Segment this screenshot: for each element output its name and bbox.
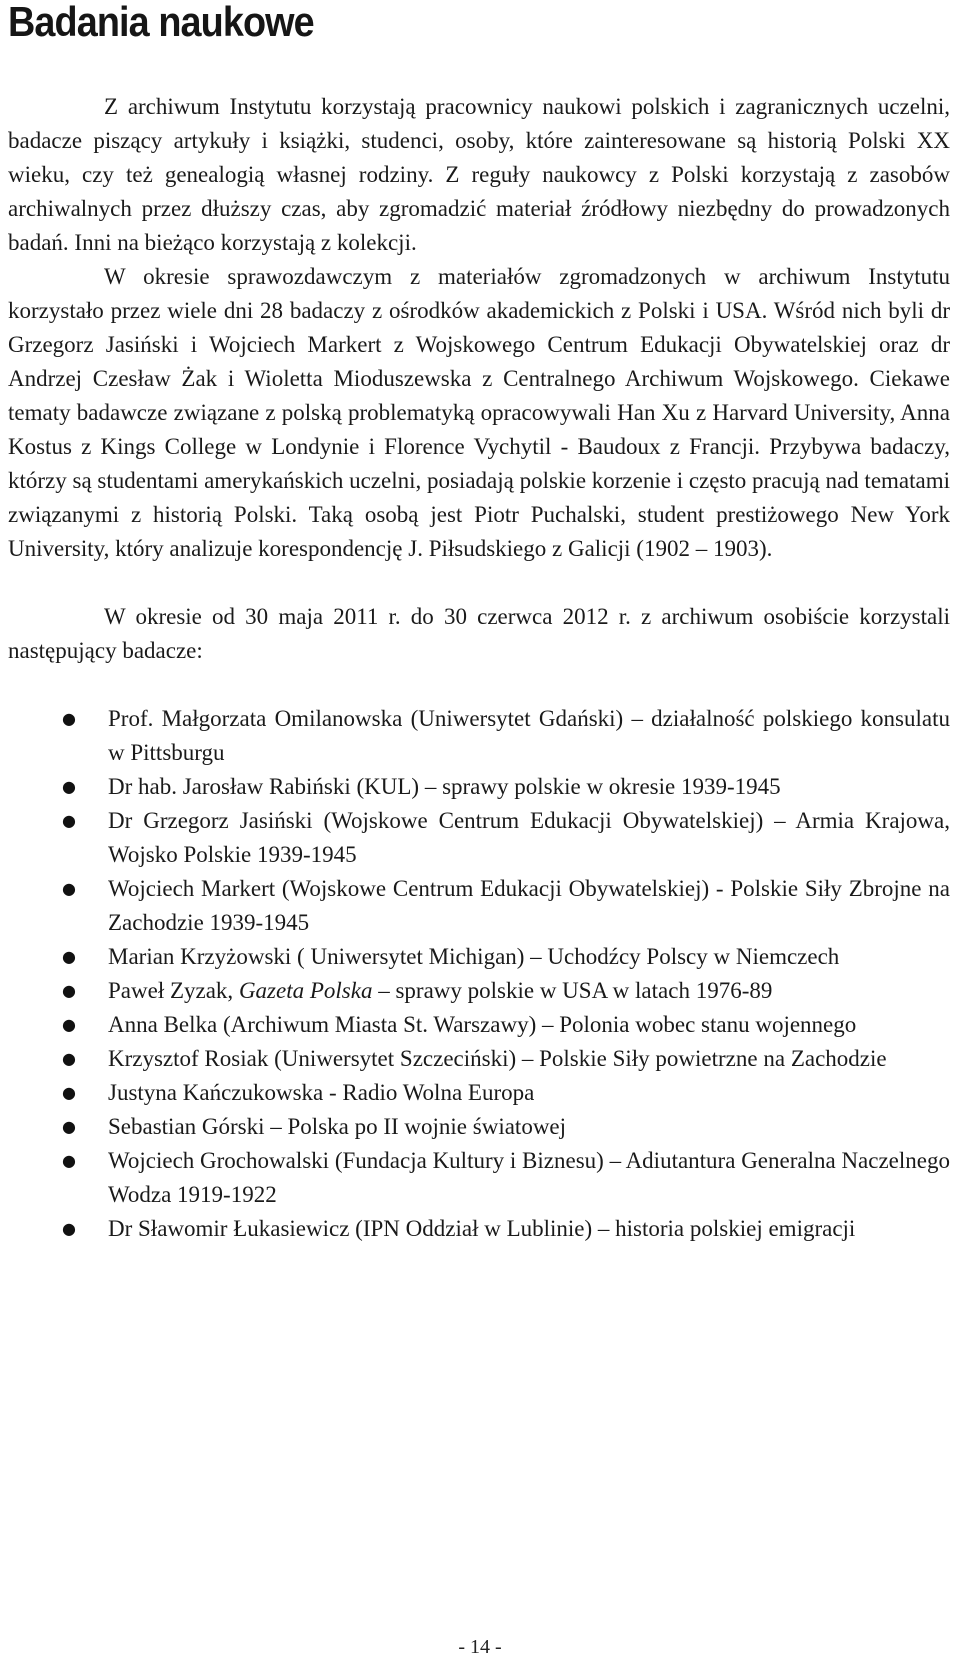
spacer bbox=[8, 566, 950, 600]
list-item-text: Wojciech Grochowalski (Fundacja Kultury i Biznesu) – Adiutantura Generalna Naczelnego Wodza 1919-1922 bbox=[108, 1148, 950, 1207]
list-item bbox=[8, 1212, 950, 1246]
bullet-icon: ● bbox=[62, 1015, 76, 1034]
list-item-text: Prof. Małgorzata Omilanowska (Uniwersytet Gdański) – działalność polskiego konsulatu w Pittsburgu bbox=[108, 706, 950, 765]
bullet-icon: ● bbox=[62, 879, 76, 898]
list-item bbox=[8, 1042, 950, 1076]
bullet-icon: ● bbox=[62, 811, 76, 830]
bullet-icon: ● bbox=[62, 1219, 76, 1238]
list-item bbox=[8, 1076, 950, 1110]
bullet-icon: ● bbox=[62, 709, 76, 728]
list-item-text: Marian Krzyżowski ( Uniwersytet Michigan) – Uchodźcy Polscy w Niemczech bbox=[108, 944, 840, 969]
list-item bbox=[8, 1008, 950, 1042]
bullet-icon: ● bbox=[62, 981, 76, 1000]
list-item-text: Krzysztof Rosiak (Uniwersytet Szczeciński) – Polskie Siły powietrzne na Zachodzie bbox=[108, 1046, 887, 1071]
list-item bbox=[8, 1110, 950, 1144]
list-item-text: Justyna Kańczukowska - Radio Wolna Europa bbox=[108, 1080, 535, 1105]
bullet-icon: ● bbox=[62, 1083, 76, 1102]
list-item bbox=[8, 804, 950, 872]
list-item-text-before: Paweł Zyzak, bbox=[108, 978, 239, 1003]
body-text bbox=[8, 90, 950, 1246]
page-heading: Badania naukowe bbox=[8, 0, 314, 45]
page-number: - 14 - bbox=[458, 1636, 502, 1658]
bullet-icon: ● bbox=[62, 1117, 76, 1136]
list-item-text: Wojciech Markert (Wojskowe Centrum Edukacji Obywatelskiej) - Polskie Siły Zbrojne na Zachodzie 1939-1945 bbox=[108, 876, 950, 935]
list-item-text: Dr Sławomir Łukasiewicz (IPN Oddział w Lublinie) – historia polskiej emigracji bbox=[108, 1216, 856, 1241]
list-item-text-after: – sprawy polskie w USA w latach 1976-89 bbox=[372, 978, 773, 1003]
paragraph-researchers: W okresie sprawozdawczym z materiałów zgromadzonych w archiwum Instytutu korzystało przez wiele dni 28 badaczy z ośrodków akademickich z Polski i USA. Wśród nich byli dr Grzegorz Jasiński i Wojciech Markert z Wojskowego Centrum Edukacji Obywatelskiej oraz dr Andrzej Czesław Żak i Wioletta Mioduszewska z Centralnego Archiwum Wojskowego. Ciekawe tematy badawcze związane z polską problematyką opracowywali Han Xu z Harvard University, Anna Kostus z Kings College w Londynie i Florence Vychytil - Baudoux z Francji. Przybywa badaczy, którzy są studentami amerykańskich uczelni, posiadają polskie korzenie i często pracują nad tematami związanymi z historią Polski. Taką osobą jest Piotr Puchalski, student prestiżowego New York University, który analizuje korespondencję J. Piłsudskiego z Galicji (1902 – 1903). bbox=[8, 264, 951, 561]
bullet-icon: ● bbox=[62, 1049, 76, 1068]
list-item-text: Dr Grzegorz Jasiński (Wojskowe Centrum Edukacji Obywatelskiej) – Armia Krajowa, Wojsko Polskie 1939-1945 bbox=[108, 808, 950, 867]
list-item bbox=[8, 940, 950, 974]
bullet-icon: ● bbox=[62, 1151, 76, 1170]
list-item bbox=[8, 1144, 950, 1212]
list-item-text: Anna Belka (Archiwum Miasta St. Warszawy) – Polonia wobec stanu wojennego bbox=[108, 1012, 857, 1037]
bullet-icon: ● bbox=[62, 947, 76, 966]
list-item bbox=[8, 770, 950, 804]
list-item bbox=[8, 872, 950, 940]
list-item-text: Dr hab. Jarosław Rabiński (KUL) – sprawy polskie w okresie 1939-1945 bbox=[108, 774, 781, 799]
list-item bbox=[8, 702, 950, 770]
paragraph-list-intro: W okresie od 30 maja 2011 r. do 30 czerwca 2012 r. z archiwum osobiście korzystali następujący badacze: bbox=[8, 604, 950, 663]
paragraph-intro: Z archiwum Instytutu korzystają pracownicy naukowi polskich i zagranicznych uczelni, badacze piszący artykuły i książki, studenci, osoby, które zainteresowane są historią Polski XX wieku, czy też genealogią własnej rodziny. Z reguły naukowcy z Polski korzystają z zasobów archiwalnych przez dłuższy czas, aby zgromadzić materiał źródłowy niezbędny do prowadzonych badań. Inni na bieżąco korzystają z kolekcji. bbox=[8, 94, 950, 255]
list-item-text: Sebastian Górski – Polska po II wojnie światowej bbox=[108, 1114, 567, 1139]
researcher-list bbox=[8, 702, 950, 1246]
spacer bbox=[8, 668, 950, 702]
newspaper-title: Gazeta Polska bbox=[238, 978, 373, 1003]
bullet-icon: ● bbox=[62, 777, 76, 796]
list-item bbox=[8, 974, 950, 1008]
